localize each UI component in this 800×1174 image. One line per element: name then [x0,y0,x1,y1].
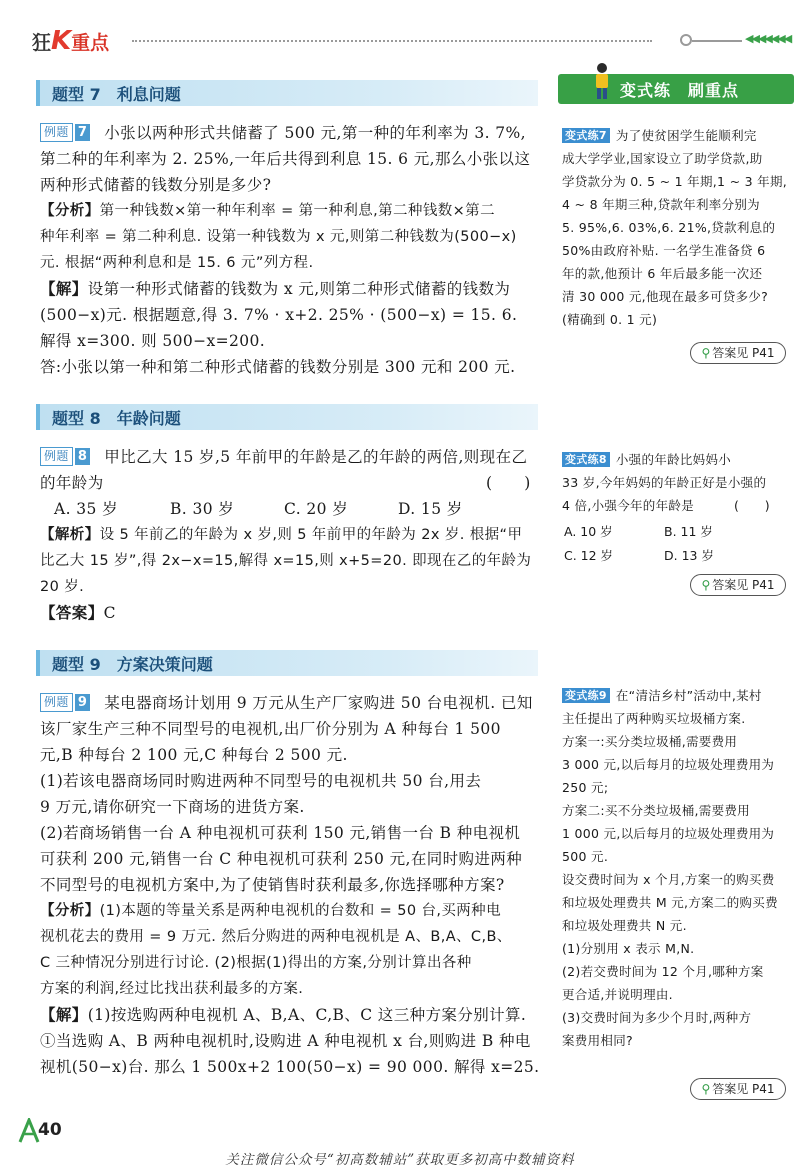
footer-promo-text: 关注微信公众号“初高数辅站”获取更多初高中数辅资料 [225,1152,575,1168]
variant-tag-label: 变式练 [565,129,599,142]
text-line: 方案的利润,经过比找出获利最多的方案. [40,981,304,997]
answer-paren: ( ) [486,474,531,492]
text-line: 9 万元,请你研究一下商场的进货方案. [40,798,305,816]
variant-tag [562,452,610,467]
variant-8-line-1 [562,448,790,471]
analysis-8 [40,522,540,548]
text-line: 3 000 元,以后每月的垃圾处理费用为 [562,757,775,772]
text-line: 小强的年龄比妈妈小 [615,452,732,467]
text-line: 清 30 000 元,他现在最多可贷多少? [562,289,769,304]
example-8-line-1 [40,444,540,470]
header-divider [692,40,742,42]
text-line: 元,B 种每台 2 100 元,C 种每台 2 500 元. [40,746,348,764]
text-line: 比乙大 15 岁”,得 2x−x=15,解得 x=15,则 x+5=20. 即现在乙的年龄为 [40,553,532,569]
variant-7-line-1 [562,124,790,147]
page-logo-icon [18,1118,40,1144]
variant-number: 8 [598,453,607,466]
variant-tag-label: 变式练 [565,453,599,466]
text-line: 年的款,他预计 6 年后最多能一次还 [562,266,763,281]
arrows-icon: ◀◀◀◀◀◀◀ [745,32,791,45]
text-line: 不同型号的电视机方案中,为了使销售时获利最多,你选择哪种方案? [40,876,505,894]
analysis-label: 【解析】 [40,527,100,543]
variant-8-line-3 [562,494,790,517]
text-line: 答:小张以第一种和第二种形式储蓄的钱数分别是 300 元和 200 元. [40,358,516,376]
text-line: (1)按选购两种电视机 A、B,A、C,B、C 这三种方案分别计算. [87,1006,527,1024]
text-line: 设第一种形式储蓄的钱数为 x 元,则第二种形式储蓄的钱数为 [87,280,511,298]
example-number: 7 [75,124,90,141]
variant-9-line-1 [562,684,790,707]
logo-text-2: 重点 [71,32,110,54]
text-line: 4 倍,小强今年的年龄是 [562,498,694,513]
text-line: 该厂家生产三种不同型号的电视机,出厂价分别为 A 种每台 1 500 [40,720,501,738]
pin-icon: ⚲ [701,346,711,360]
text-line: C 三种情况分别进行讨论. (2)根据(1)得出的方案,分别计算出各种 [40,955,472,971]
text-line: (1)本题的等量关系是两种电视机的台数和 = 50 台,买两种电 [99,903,501,919]
variant-9 [562,684,790,1052]
text-line: (500−x)元. 根据题意,得 3. 7% · x+2. 25% · (500−x) = 15. 6. [40,306,518,324]
variant-8-option-d: D. 13 岁 [664,548,714,563]
text-line: 某电器商场计划用 9 万元从生产厂家购进 50 台电视机. 已知 [104,694,533,712]
analysis-9 [40,898,540,924]
section-header-7 [36,80,538,106]
solution-label: 【解】 [40,280,88,298]
text-line: 可获利 200 元,销售一台 C 种电视机可获利 250 元,在同时购进两种 [40,850,523,868]
option-b: B. 30 岁 [170,500,235,518]
text-line: ①当选购 A、B 两种电视机时,设购进 A 种电视机 x 台,则购进 B 种电 [40,1032,531,1050]
text-line: 500 元. [562,849,609,864]
example-tag: 例题 [40,123,73,142]
text-line: 元. 根据“两种利息和是 15. 6 元”列方程. [40,255,314,271]
example-tag: 例题 [40,693,73,712]
analysis-label: 【分析】 [40,203,100,219]
text-line: 250 元; [562,780,609,795]
text-line: 33 岁,今年妈妈的年龄正好是小强的 [562,475,767,490]
answer-ref-badge-9[interactable] [690,1078,786,1100]
example-9 [40,690,540,1080]
text-line: 的年龄为 [40,474,104,492]
text-line: 更合适,并说明理由. [562,987,673,1002]
text-line: (2)若商场销售一台 A 种电视机可获利 150 元,销售一台 B 种电视机 [40,824,521,842]
text-line: 方案二:买不分类垃圾桶,需要费用 [562,803,750,818]
solution-9 [40,1002,540,1028]
solution-7 [40,276,540,302]
answer-ref-text: 答案见 P41 [712,1082,775,1096]
side-column-title: 变式练 刷重点 [620,81,740,100]
example-8-line-2 [40,470,540,496]
page-header [0,0,800,62]
text-line: 4 ~ 8 年期三种,贷款年利率分别为 [562,197,760,212]
text-line: 1 000 元,以后每月的垃圾处理费用为 [562,826,775,841]
text-line: 学贷款分为 0. 5 ~ 1 年期,1 ~ 3 年期, [562,174,788,189]
variant-8 [562,448,790,517]
variant-number: 7 [598,129,607,142]
text-line: 设 5 年前乙的年龄为 x 岁,则 5 年前甲的年龄为 2x 岁. 根据“甲 [99,527,523,543]
logo-text-1: 狂 [32,32,52,54]
section-title-7: 题型 7 利息问题 [52,85,181,104]
example-number: 9 [75,694,90,711]
answer-ref-badge-7[interactable] [690,342,786,364]
analysis-7 [40,198,540,224]
answer-ref-text: 答案见 P41 [712,578,775,592]
section-header-9 [36,650,538,676]
answer-ref-badge-8[interactable] [690,574,786,596]
text-line: 5. 95%,6. 03%,6. 21%,贷款利息的 [562,220,776,235]
example-7-line-1 [40,120,540,146]
text-line: (1)分别用 x 表示 M,N. [562,941,695,956]
text-line: 为了使贫困学生能顺利完 [615,128,757,143]
text-line: 两种形式储蓄的钱数分别是多少? [40,176,272,194]
text-line: 主任提出了两种购买垃圾桶方案. [562,711,746,726]
page-number-badge [18,1118,74,1144]
pin-icon: ⚲ [701,1082,711,1096]
section-title-9: 题型 9 方案决策问题 [52,655,213,674]
text-line: 小张以两种形式共储蓄了 500 元,第一种的年利率为 3. 7%, [104,124,526,142]
answer-paren: ( ) [734,498,770,513]
text-line: 和垃圾处理费共 M 元,方案二的购买费 [562,895,778,910]
answer-label: 【答案】 [40,604,104,622]
page-number: 40 [38,1120,62,1140]
example-8 [40,444,540,626]
text-line: 方案一:买分类垃圾桶,需要费用 [562,734,738,749]
text-line: 和垃圾处理费共 N 元. [562,918,687,933]
text-line: 在“清洁乡村”活动中,某村 [615,688,762,703]
student-figure-icon [590,62,614,100]
text-line: 第一种钱数×第一种年利率 = 第一种利息,第二种钱数×第二 [99,203,495,219]
pin-icon: ⚲ [701,578,711,592]
text-line: 20 岁. [40,579,85,595]
variant-8-option-a: A. 10 岁 [564,524,613,539]
text-line: (2)若交费时间为 12 个月,哪种方案 [562,964,764,979]
solution-label: 【解】 [40,1006,88,1024]
variant-8-option-b: B. 11 岁 [664,524,713,539]
answer-8 [40,600,540,626]
text-line: 第二种的年利率为 2. 25%,一年后共得到利息 15. 6 元,那么小张以这 [40,150,531,168]
text-line: 50%由政府补贴. 一名学生准备贷 6 [562,243,766,258]
option-c: C. 20 岁 [284,500,349,518]
example-number: 8 [75,448,90,465]
logo-k: K [51,26,72,56]
text-line: 视机(50−x)台. 那么 1 500x+2 100(50−x) = 90 000. 解得 x=25. [40,1058,540,1076]
example-tag: 例题 [40,447,73,466]
text-line: 成大学学业,国家设立了助学贷款,助 [562,151,763,166]
option-a: A. 35 岁 [54,500,118,518]
text-line: 案费用相同? [562,1033,633,1048]
section-title-8: 题型 8 年龄问题 [52,409,181,428]
example-9-line-1 [40,690,540,716]
header-circle-icon [680,34,692,46]
answer-ref-text: 答案见 P41 [712,346,775,360]
text-line: (精确到 0. 1 元) [562,312,658,327]
text-line: 解得 x=300. 则 500−x=200. [40,332,266,350]
variant-tag-label: 变式练 [565,689,599,702]
option-d: D. 15 岁 [398,500,463,518]
text-line: (1)若该电器商场同时购进两种不同型号的电视机共 50 台,用去 [40,772,482,790]
variant-number: 9 [598,689,607,702]
example-7 [40,120,540,380]
options-8 [40,496,540,522]
variant-tag [562,688,610,703]
variant-tag [562,128,610,143]
text-line: (3)交费时间为多少个月时,两种方 [562,1010,752,1025]
brand-logo [32,26,109,56]
text-line: 设交费时间为 x 个月,方案一的购买费 [562,872,775,887]
text-line: 视机花去的费用 = 9 万元. 然后分购进的两种电视机是 A、B,A、C,B、 [40,929,512,945]
analysis-label: 【分析】 [40,903,100,919]
variant-8-option-c: C. 12 岁 [564,548,614,563]
header-dotted-line [132,40,652,42]
variant-7 [562,124,790,331]
section-header-8 [36,404,538,430]
text-line: 种年利率 = 第二种利息. 设第一种钱数为 x 元,则第二种钱数为(500−x) [40,229,517,245]
answer-value: C [103,604,116,622]
text-line: 甲比乙大 15 岁,5 年前甲的年龄是乙的年龄的两倍,则现在乙 [104,448,528,466]
